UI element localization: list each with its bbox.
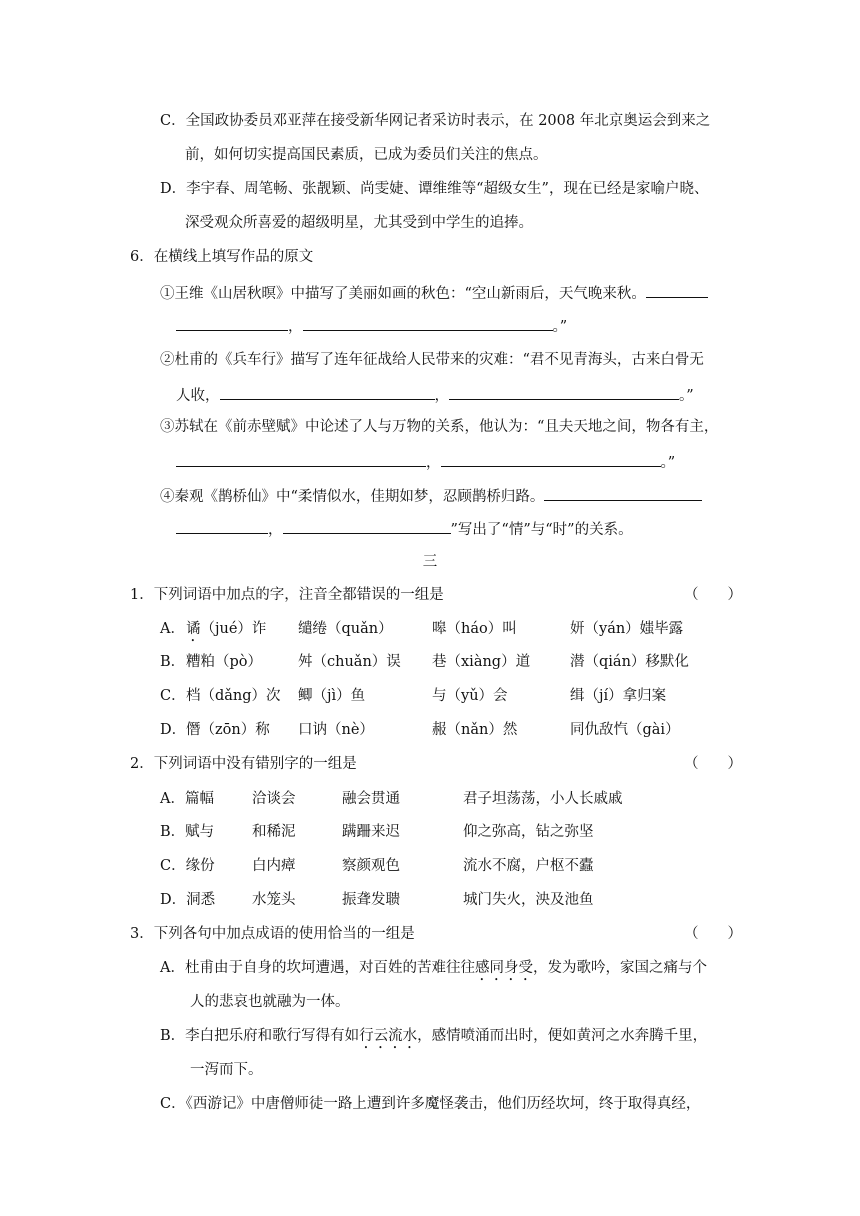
q1-row-d-label: D． xyxy=(160,722,187,738)
q2-row-d-word4: 城门失火，泱及池鱼 xyxy=(463,892,594,908)
q6-heading: 6．在横线上填写作品的原文 xyxy=(130,249,314,265)
q6-item4-line1 xyxy=(160,485,702,507)
section-heading: 三 xyxy=(422,554,438,570)
q2-stem: 2．下列词语中没有错别字的一组是 xyxy=(130,756,357,772)
q1-row-b-word3: 巷（xiàng）道 xyxy=(432,654,531,670)
q6-item1-blank2[interactable] xyxy=(176,315,288,331)
q2-row-d-word3: 振聋发聩 xyxy=(342,892,400,908)
q3-option-a-line1: A．杜甫由于自身的坎坷遭遇，对百姓的苦难往往感同身受，发为歌吟，家国之痛与个 xyxy=(160,960,707,976)
q2-row-b-word2: 和稀泥 xyxy=(252,824,296,840)
q6-item4-line2 xyxy=(176,518,633,540)
q3-stem: 3．下列各句中加点成语的使用恰当的一组是 xyxy=(130,926,415,942)
q5-option-c-line2: 前，如何切实提高国民素质，已成为委员们关注的焦点。 xyxy=(185,147,548,163)
q6-item4-blank1[interactable] xyxy=(544,485,702,501)
q3-answer-paren[interactable]: （ ） xyxy=(684,926,742,942)
q6-item2-line2 xyxy=(176,384,694,406)
q6-comma: ， xyxy=(288,319,303,335)
q1-row-c-word3: 与（yǔ）会 xyxy=(432,688,508,704)
q1-row-b-word1: 糟粕（pò） xyxy=(186,654,263,670)
q2-row-c-word3: 察颜观色 xyxy=(342,858,400,874)
q2-row-a-word3: 融会贯通 xyxy=(342,791,400,807)
q2-row-b-word3: 蹒跚来迟 xyxy=(342,824,400,840)
q6-item4-text: ④秦观《鹊桥仙》中“柔情似水，佳期如梦，忍顾鹊桥归路。 xyxy=(160,489,545,505)
q1-row-b-label: B． xyxy=(160,654,186,670)
q6-item3-blank2[interactable] xyxy=(441,451,661,467)
q2-row-d-word2: 水笼头 xyxy=(252,892,296,908)
q6-comma: ， xyxy=(426,455,441,471)
q6-item4-blank2[interactable] xyxy=(176,518,268,534)
q6-item4-tail: ”写出了“情”与“时”的关系。 xyxy=(450,522,633,538)
q6-comma: ， xyxy=(434,388,449,404)
q2-answer-paren[interactable]: （ ） xyxy=(684,756,742,772)
q2-row-b-word4: 仰之弥高，钻之弥坚 xyxy=(463,824,594,840)
q3-option-a-line2: 人的悲哀也就融为一体。 xyxy=(190,994,350,1010)
q6-item1-blank3[interactable] xyxy=(303,315,553,331)
q6-end: 。” xyxy=(679,388,694,404)
q1-row-b-word2: 舛（chuǎn）误 xyxy=(298,654,401,670)
q6-comma: ， xyxy=(268,522,283,538)
q2-row-a-word4: 君子坦荡荡，小人长戚戚 xyxy=(463,791,623,807)
q6-item2-blank2[interactable] xyxy=(449,384,679,400)
q6-item1-line2 xyxy=(176,315,567,337)
q1-row-d-word3: 赧（nǎn）然 xyxy=(432,722,518,738)
q6-item2-line1: ②杜甫的《兵车行》描写了连年征战给人民带来的灾难：“君不见青海头，古来白骨无 xyxy=(160,352,704,368)
q2-row-a-word1: A．篇幅 xyxy=(160,791,214,807)
q1-stem: 1．下列词语中加点的字，注音全都错误的一组是 xyxy=(130,587,444,603)
q3-option-c-line1: C．《西游记》中唐僧师徒一路上遭到许多魔怪袭击，他们历经坎坷，终于取得真经， xyxy=(160,1096,701,1112)
q5-option-d-line2: 深受观众所喜爱的超级明星，尤其受到中学生的追捧。 xyxy=(185,215,533,231)
q2-row-d-word1: D．洞悉 xyxy=(160,892,216,908)
q1-row-d-word4: 同仇敌忾（gài） xyxy=(570,722,680,738)
q1-row-d-word1: 僭（zōn）称 xyxy=(186,722,270,738)
q3-option-a-idiom: 感同身受 xyxy=(474,960,533,976)
q6-item3-line2 xyxy=(176,451,675,473)
q3-option-b-line2: 一泻而下。 xyxy=(190,1062,263,1078)
q1-row-c-word1: 档（dǎng）次 xyxy=(186,688,281,704)
q1-row-a-word2: 缱绻（quǎn） xyxy=(298,621,393,637)
q1-row-a-word3: 嗥（háo）叫 xyxy=(432,621,517,637)
q6-item3-line1: ③苏轼在《前赤壁赋》中论述了人与万物的关系，他认为：“且夫天地之间，物各有主， xyxy=(160,419,719,435)
q5-option-d-line1: D．李宇春、周笔畅、张靓颖、尚雯婕、谭维维等“超级女生”，现在已经是家喻户晓、 xyxy=(160,181,709,197)
q3-option-b-line1: B．李白把乐府和歌行写得有如行云流水，感情喷涌而出时，便如黄河之水奔腾千里， xyxy=(160,1028,708,1044)
q2-row-c-word2: 白内瘴 xyxy=(252,858,296,874)
q6-item1-blank1[interactable] xyxy=(646,282,708,298)
q2-row-c-word4: 流水不腐，户枢不蠹 xyxy=(463,858,594,874)
q6-end: 。” xyxy=(660,455,676,471)
q1-row-c-label: C． xyxy=(160,688,186,704)
q1-row-b-word4: 潜（qián）移默化 xyxy=(570,654,689,670)
q2-row-a-word2: 洽谈会 xyxy=(252,791,296,807)
q3-option-b-idiom: 行云流水 xyxy=(359,1028,418,1044)
q1-answer-paren[interactable]: （ ） xyxy=(684,587,742,603)
q6-item1-text: ①王维《山居秋暝》中描写了美丽如画的秋色：“空山新雨后，天气晚来秋。 xyxy=(160,286,646,302)
q6-item2-text: 人收， xyxy=(176,388,220,404)
q2-row-c-word1: C．缘份 xyxy=(160,858,215,874)
q1-row-a-label: A． xyxy=(160,621,185,637)
q1-row-a-word1: 谲（jué）诈 xyxy=(186,621,267,637)
q1-row-d-word2: 口讷（nè） xyxy=(298,722,374,738)
q6-end: 。” xyxy=(552,319,568,335)
q2-row-b-word1: B．赋与 xyxy=(160,824,215,840)
q1-row-c-word4: 缉（jí）拿归案 xyxy=(570,688,667,704)
q6-item4-blank3[interactable] xyxy=(283,518,451,534)
q1-row-a-word4: 妍（yán）媸毕露 xyxy=(570,621,684,637)
q6-item2-blank1[interactable] xyxy=(220,384,435,400)
q5-option-c-line1: C．全国政协委员邓亚萍在接受新华网记者采访时表示，在 2008 年北京奥运会到来之 xyxy=(160,113,711,129)
q6-item1-line1 xyxy=(160,282,708,304)
q1-row-c-word2: 鲫（jì）鱼 xyxy=(298,688,366,704)
q6-item3-blank1[interactable] xyxy=(176,451,426,467)
